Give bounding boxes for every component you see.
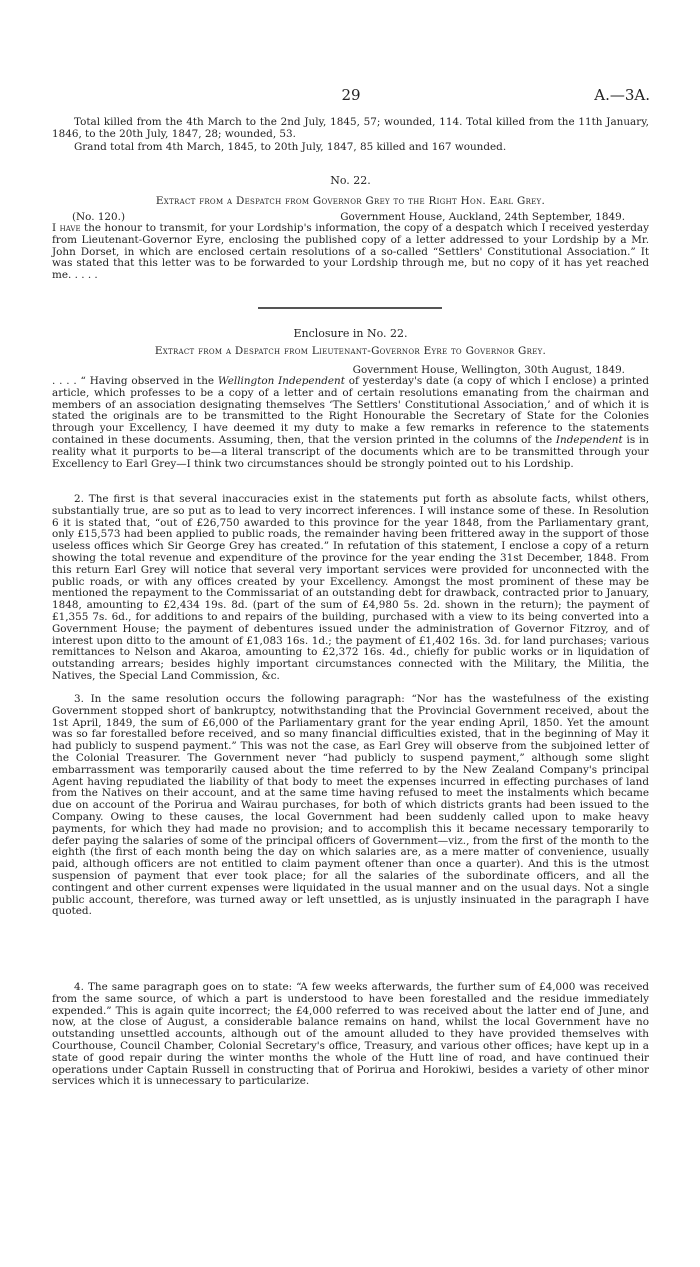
enclosure-title: Extract from a Despatch from Lieutenant-Governor Eyre to Governor Grey. [154,345,547,357]
enclosure-place-date: Government House, Wellington, 30th August, 1849. [352,364,625,376]
enclosure-p1-a: . . . . “ Having observed in the [52,375,218,387]
page-number: 29 [341,86,361,104]
despatch-number: No. 22. [330,174,371,187]
enclosure-paragraph-1 [52,376,649,470]
casualty-totals: Total killed from the 4th March to the 2nd July, 1845, 57; wounded, 114. Total killed from the 11th January, 1846, to the 20th July, 1847, 28; wounded, 53. [52,116,649,140]
enclosure-paragraph-2: 2. The first is that several inaccuracies exist in the statements put forth as absolute facts, whilst others, substantially true, are so put as to lead to very incorrect inferences. I will instance some of these. In Resolution 6 it is stated that, “out of £26,750 awarded to this province for the year 1848, from the Parliamentary grant, only £15,573 had been applied to public roads, the remainder having been frittered away in the support of those useless offices which Sir George Grey has created.” In refutation of this statement, I enclose a copy of a return showing the total revenue and expenditure of the province for the year ending the 31st December, 1848. From this return Earl Grey will notice that several very important services were provided for unconnected with the public roads, or with any offices created by your Excellency. Amongst the most prominent of these may be mentioned the repayment to the Commissariat of an outstanding debt for drawback, contracted prior to January, 1848, amounting to £2,434 19s. 8d. (part of the sum of £4,980 5s. 2d. shown in the return); the payment of £1,355 7s. 6d., for additions to and repairs of the building, purchased with a view to its being converted into a Government House; the payment of debentures issued under the administration of Governor Fitzroy, and of interest upon ditto to the amount of £1,083 16s. 1d.; the payment of £1,402 16s. 3d. for land purchases; various remittances to Nelson and Akaroa, amounting to £2,372 16s. 4d., chiefly for public works or in liquidation of outstanding arrears; besides highly important circumstances connected with the Military, the Militia, the Natives, the Special Land Commission, &c. [52,493,649,682]
casualty-grand-total: Grand total from 4th March, 1845, to 20th July, 1847, 85 killed and 167 wounded. [74,141,507,153]
newspaper-title: Wellington Independent [217,375,345,387]
despatch-ref-no: (No. 120.) [72,211,126,223]
enclosure-paragraph-4: 4. The same paragraph goes on to state: “A few weeks afterwards, the further sum of £4,000 was received from the same source, of which a part is understood to have been forestalled and the residue immediately expended.” This is again quite incorrect; the £4,000 referred to was received about the latter end of June, and now, at the close of August, a considerable balance remains on hand, whilst the local Government have no outstanding unsettled accounts, although out of the amount alluded to they have provided themselves with Courthouse, Council Chamber, Colonial Secretary's office, Treasury, and various other offices; have kept up in a state of good repair during the winter months the whole of the Hutt line of road, and have continued their operations under Captain Russell in constructing that of Porirua and Horokiwi, besides a variety of other minor services which it is unnecessary to particularize. [52,981,649,1088]
section-divider [258,307,442,309]
paper-code: A.—3A. [594,86,650,104]
enclosure-paragraph-3: 3. In the same resolution occurs the following paragraph: “Nor has the wastefulness of the existing Government stopped short of bankruptcy, notwithstanding that the Provincial Government received, about the 1st April, 1849, the sum of £6,000 of the Parliamentary grant for the year ending April, 1850. Yet the amount was so far forestalled before received, and so many financial difficulties existed, that in the beginning of May it had publicly to suspend payment.” This was not the case, as Earl Grey will observe from the subjoined letter of the Colonial Treasurer. The Government never “had publicly to suspend payment,” although some slight embarrassment was temporarily caused about the time referred to by the New Zealand Company's principal Agent having repudiated the liability of that body to meet the expenses incurred in effecting purchases of land from the Natives on their account, and at the same time having refused to meet the instalments which became due on account of the Porirua and Wairau purchases, for both of which districts grants had been issued to the Company. Owing to these causes, the local Government had been suddenly called upon to make heavy payments, for which they had made no provision; and to accomplish this it became necessary temporarily to defer paying the salaries of some of the principal officers of Government—viz., from the first of the month to the eighth (the first of each month being the day on which salaries are, as a mere matter of convenience, usually paid, although officers are not entitled to claim payment oftener than once a quarter). And this is the utmost suspension of payment that ever took place; for all the salaries of the subordinate officers, and all the contingent and other current expenses were liquidated in the usual manner and on the usual days. Not a single public account, therefore, was turned away or left unsettled, as is unjustly insinuated in the paragraph I have quoted. [52,693,649,918]
despatch-body [52,223,649,282]
despatch-place-date: Government House, Auckland, 24th September, 1849. [340,211,625,223]
despatch-title: Extract from a Despatch from Governor Grey to the Right Hon. Earl Grey. [155,195,546,207]
enclosure-p1-b: of yesterday's date (a copy of which I enclose) a printed article, which professes to be a copy of a letter and of certain resolutions emanating from the chairman and members of an association designating themselves ‘The Settlers' Constitutional Association,’ and of which it is stated the originals are to be transmitted to the Right Honourable the Secretary of State for the Colonies through your Excellency, I have deemed it my duty to make a few remarks in reference to the statements contained in these documents. Assuming, then, that the version printed in the columns of the [52,375,649,446]
enclosure-heading: Enclosure in No. 22. [293,327,408,340]
page-header [52,86,650,106]
despatch-opening: I have [52,222,81,234]
newspaper-title-short: Independent [555,433,623,446]
enclosure-p1-c: is in reality what it purports to be—a literal transcript of the documents which are to be transmitted through your Excellency to Earl Grey—I think two circumstances should be strongly pointed out to his Lordship. [52,433,649,470]
despatch-body-text: the honour to transmit, for your Lordship's information, the copy of a despatch which I received yesterday from Lieutenant-Governor Eyre, enclosing the published copy of a letter addressed to your Lordship by a Mr. John Dorset, in which are enclosed certain resolutions of a so-called “Settlers' Constitutional Association.” It was stated that this letter was to be forwarded to your Lordship through me, but no copy of it has yet reached me. . . . . [52,222,649,282]
